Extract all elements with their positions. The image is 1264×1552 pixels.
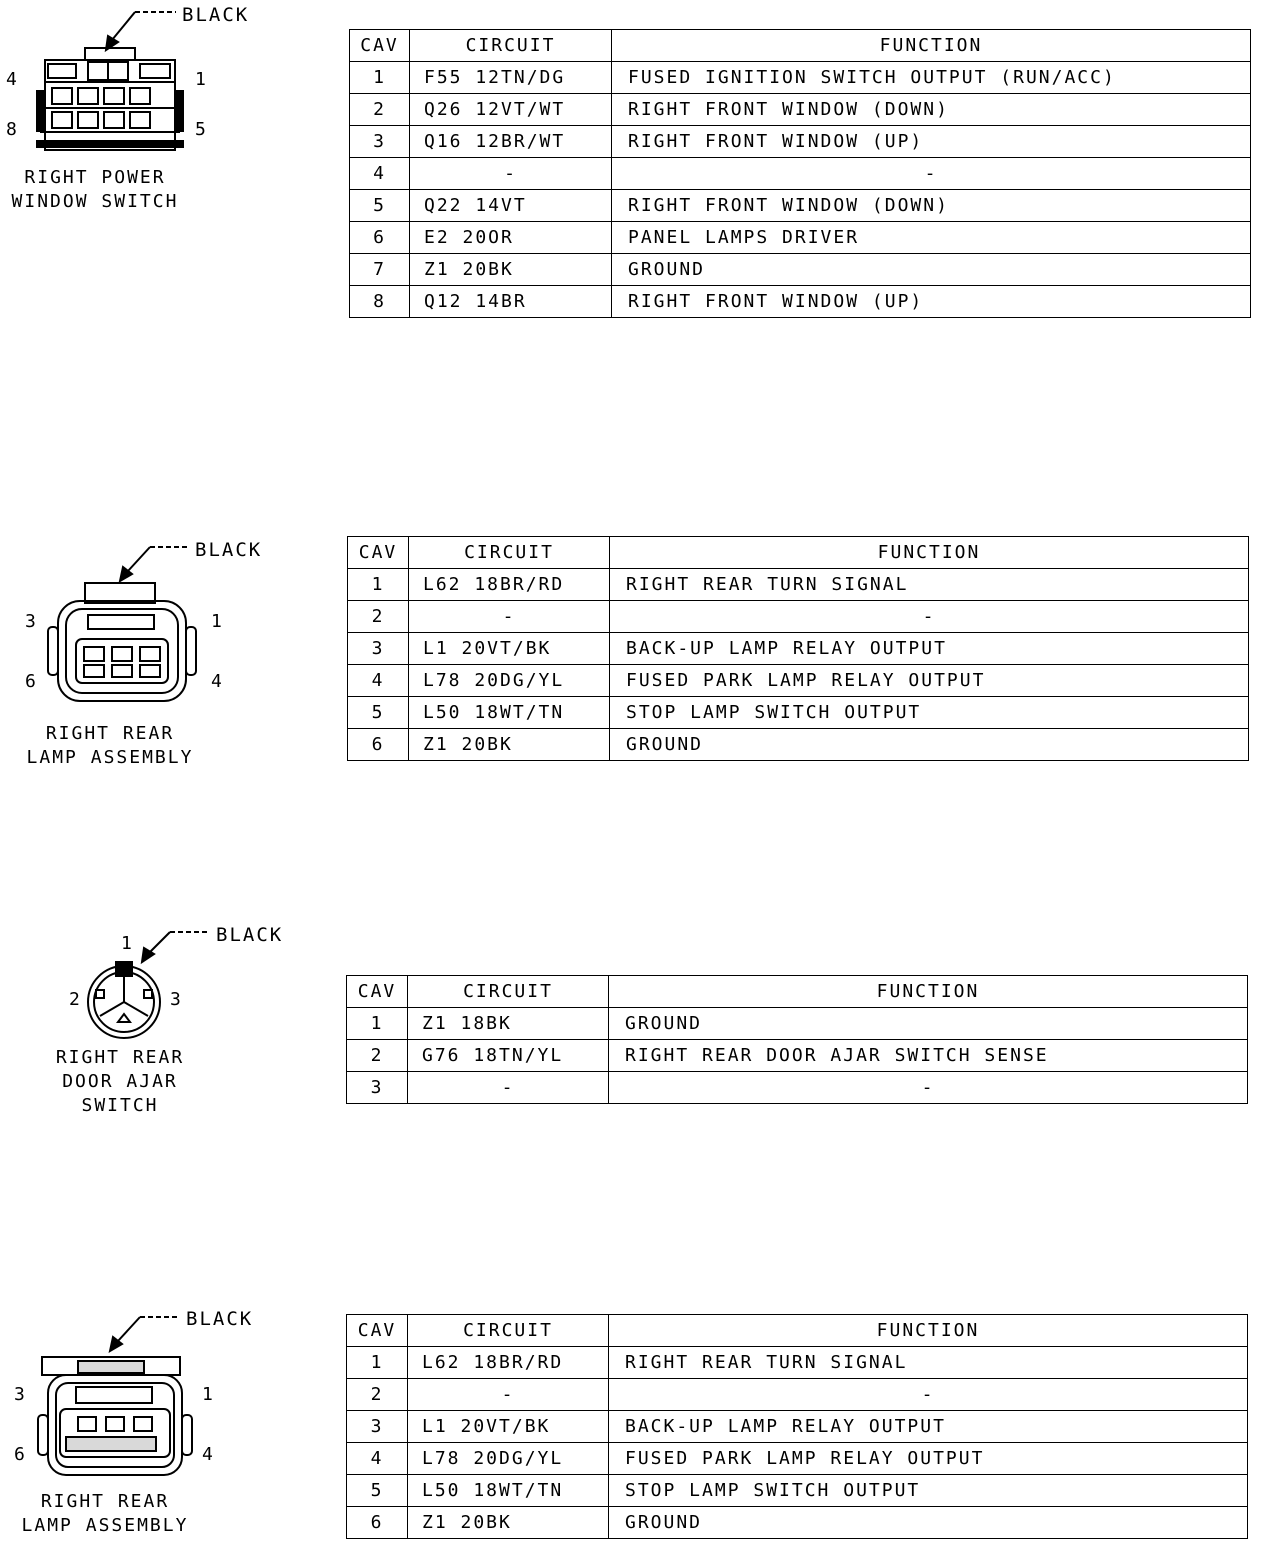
function-cell: GROUND (610, 729, 1249, 761)
circuit-cell: G76 18TN/YL (408, 1040, 609, 1072)
circuit-cell: Q26 12VT/WT (410, 94, 612, 126)
circuit-cell: L1 20VT/BK (409, 633, 610, 665)
pin-label: 1 (121, 933, 132, 954)
table-row (347, 1347, 1248, 1379)
cav-cell: 7 (350, 254, 410, 286)
connector-caption: RIGHT REAR LAMP ASSEMBLY (21, 1491, 189, 1536)
table-row (348, 601, 1249, 633)
black-wire-color-label: BLACK (182, 4, 250, 26)
circuit-header: CIRCUIT (408, 976, 609, 1008)
pin-label: 1 (195, 69, 206, 90)
table-row (350, 94, 1251, 126)
circuit-cell: L78 20DG/YL (408, 1443, 609, 1475)
circuit-cell: Z1 20BK (409, 729, 610, 761)
cav-cell: 3 (348, 633, 409, 665)
function-header: FUNCTION (612, 30, 1251, 62)
circuit-cell: Q22 14VT (410, 190, 612, 222)
cav-cell: 6 (348, 729, 409, 761)
function-cell: RIGHT FRONT WINDOW (UP) (612, 286, 1251, 318)
cav-header: CAV (348, 537, 409, 569)
cav-cell: 1 (348, 569, 409, 601)
function-cell: GROUND (609, 1507, 1248, 1539)
door-ajar-connector-drawing (0, 920, 240, 1050)
pin-label: 6 (25, 671, 36, 692)
function-cell: - (609, 1072, 1248, 1104)
function-header: FUNCTION (609, 1315, 1248, 1347)
circuit-cell: E2 20OR (410, 222, 612, 254)
cav-cell: 3 (347, 1072, 408, 1104)
pin-label: 1 (211, 611, 222, 632)
cav-cell: 2 (350, 94, 410, 126)
rear-lamp-connector-drawing (0, 535, 240, 715)
table-row (350, 190, 1251, 222)
pin-label: 5 (195, 119, 206, 140)
black-wire-color-label: BLACK (186, 1308, 254, 1330)
function-cell: RIGHT FRONT WINDOW (UP) (612, 126, 1251, 158)
cav-cell: 3 (350, 126, 410, 158)
cav-header: CAV (347, 1315, 408, 1347)
cav-cell: 5 (350, 190, 410, 222)
pin-label: 4 (211, 671, 222, 692)
table-header-row (347, 976, 1248, 1008)
function-cell: RIGHT FRONT WINDOW (DOWN) (612, 94, 1251, 126)
table-header-row (350, 30, 1251, 62)
circuit-cell: Z1 20BK (410, 254, 612, 286)
pinout-table (346, 975, 1248, 1104)
function-cell: PANEL LAMPS DRIVER (612, 222, 1251, 254)
connector-caption: RIGHT REAR DOOR AJAR SWITCH (55, 1047, 185, 1116)
pinout-table (347, 536, 1249, 761)
circuit-header: CIRCUIT (409, 537, 610, 569)
cav-cell: 5 (348, 697, 409, 729)
circuit-cell: L1 20VT/BK (408, 1411, 609, 1443)
cav-cell: 1 (347, 1347, 408, 1379)
circuit-header: CIRCUIT (408, 1315, 609, 1347)
circuit-cell: F55 12TN/DG (410, 62, 612, 94)
function-cell: RIGHT REAR DOOR AJAR SWITCH SENSE (609, 1040, 1248, 1072)
function-header: FUNCTION (610, 537, 1249, 569)
pin-label: 3 (170, 989, 181, 1010)
pinout-table (349, 29, 1251, 318)
circuit-cell: L50 18WT/TN (409, 697, 610, 729)
pin-label: 1 (202, 1384, 213, 1405)
cav-header: CAV (350, 30, 410, 62)
table-row (347, 1475, 1248, 1507)
function-cell: FUSED PARK LAMP RELAY OUTPUT (609, 1443, 1248, 1475)
table-row (348, 569, 1249, 601)
cav-cell: 1 (347, 1008, 408, 1040)
pin-label: 4 (202, 1444, 213, 1465)
connector-caption: RIGHT POWER WINDOW SWITCH (11, 167, 179, 212)
function-cell: FUSED PARK LAMP RELAY OUTPUT (610, 665, 1249, 697)
table-row (347, 1379, 1248, 1411)
black-wire-color-label: BLACK (216, 924, 284, 946)
black-wire-color-label: BLACK (195, 539, 263, 561)
pinout-table (346, 1314, 1248, 1539)
function-cell: BACK-UP LAMP RELAY OUTPUT (609, 1411, 1248, 1443)
pin-label: 6 (14, 1444, 25, 1465)
circuit-cell: Q12 14BR (410, 286, 612, 318)
cav-cell: 1 (350, 62, 410, 94)
circuit-cell: L78 20DG/YL (409, 665, 610, 697)
function-header: FUNCTION (609, 976, 1248, 1008)
table-row (347, 1507, 1248, 1539)
table-row (348, 633, 1249, 665)
table-row (350, 254, 1251, 286)
pin-label: 2 (69, 989, 80, 1010)
function-cell: - (609, 1379, 1248, 1411)
cav-cell: 4 (350, 158, 410, 190)
cav-cell: 2 (348, 601, 409, 633)
cav-cell: 6 (347, 1507, 408, 1539)
table-row (348, 729, 1249, 761)
circuit-cell: L62 18BR/RD (409, 569, 610, 601)
table-row (347, 1040, 1248, 1072)
function-cell: FUSED IGNITION SWITCH OUTPUT (RUN/ACC) (612, 62, 1251, 94)
function-cell: GROUND (612, 254, 1251, 286)
cav-cell: 2 (347, 1040, 408, 1072)
table-row (347, 1072, 1248, 1104)
table-row (350, 222, 1251, 254)
table-row (350, 286, 1251, 318)
pin-label: 8 (6, 119, 17, 140)
circuit-cell: - (408, 1072, 609, 1104)
function-cell: RIGHT REAR TURN SIGNAL (609, 1347, 1248, 1379)
cav-cell: 4 (347, 1443, 408, 1475)
circuit-cell: - (408, 1379, 609, 1411)
pin-label: 3 (25, 611, 36, 632)
cav-header: CAV (347, 976, 408, 1008)
function-cell: RIGHT REAR TURN SIGNAL (610, 569, 1249, 601)
table-row (347, 1443, 1248, 1475)
circuit-cell: - (409, 601, 610, 633)
pin-label: 3 (14, 1384, 25, 1405)
table-row (347, 1411, 1248, 1443)
circuit-cell: L50 18WT/TN (408, 1475, 609, 1507)
circuit-cell: Z1 20BK (408, 1507, 609, 1539)
table-header-row (348, 537, 1249, 569)
cav-cell: 3 (347, 1411, 408, 1443)
cav-cell: 8 (350, 286, 410, 318)
table-row (350, 158, 1251, 190)
table-row (350, 62, 1251, 94)
function-cell: - (612, 158, 1251, 190)
cav-cell: 4 (348, 665, 409, 697)
table-row (347, 1008, 1248, 1040)
function-cell: BACK-UP LAMP RELAY OUTPUT (610, 633, 1249, 665)
circuit-cell: L62 18BR/RD (408, 1347, 609, 1379)
circuit-cell: - (410, 158, 612, 190)
connector-caption: RIGHT REAR LAMP ASSEMBLY (26, 723, 194, 768)
function-cell: - (610, 601, 1249, 633)
function-cell: GROUND (609, 1008, 1248, 1040)
cav-cell: 2 (347, 1379, 408, 1411)
function-cell: STOP LAMP SWITCH OUTPUT (610, 697, 1249, 729)
function-cell: RIGHT FRONT WINDOW (DOWN) (612, 190, 1251, 222)
table-row (348, 665, 1249, 697)
circuit-header: CIRCUIT (410, 30, 612, 62)
pin-label: 4 (6, 69, 17, 90)
table-row (348, 697, 1249, 729)
cav-cell: 5 (347, 1475, 408, 1507)
cav-cell: 6 (350, 222, 410, 254)
circuit-cell: Q16 12BR/WT (410, 126, 612, 158)
function-cell: STOP LAMP SWITCH OUTPUT (609, 1475, 1248, 1507)
circuit-cell: Z1 18BK (408, 1008, 609, 1040)
table-row (350, 126, 1251, 158)
table-header-row (347, 1315, 1248, 1347)
